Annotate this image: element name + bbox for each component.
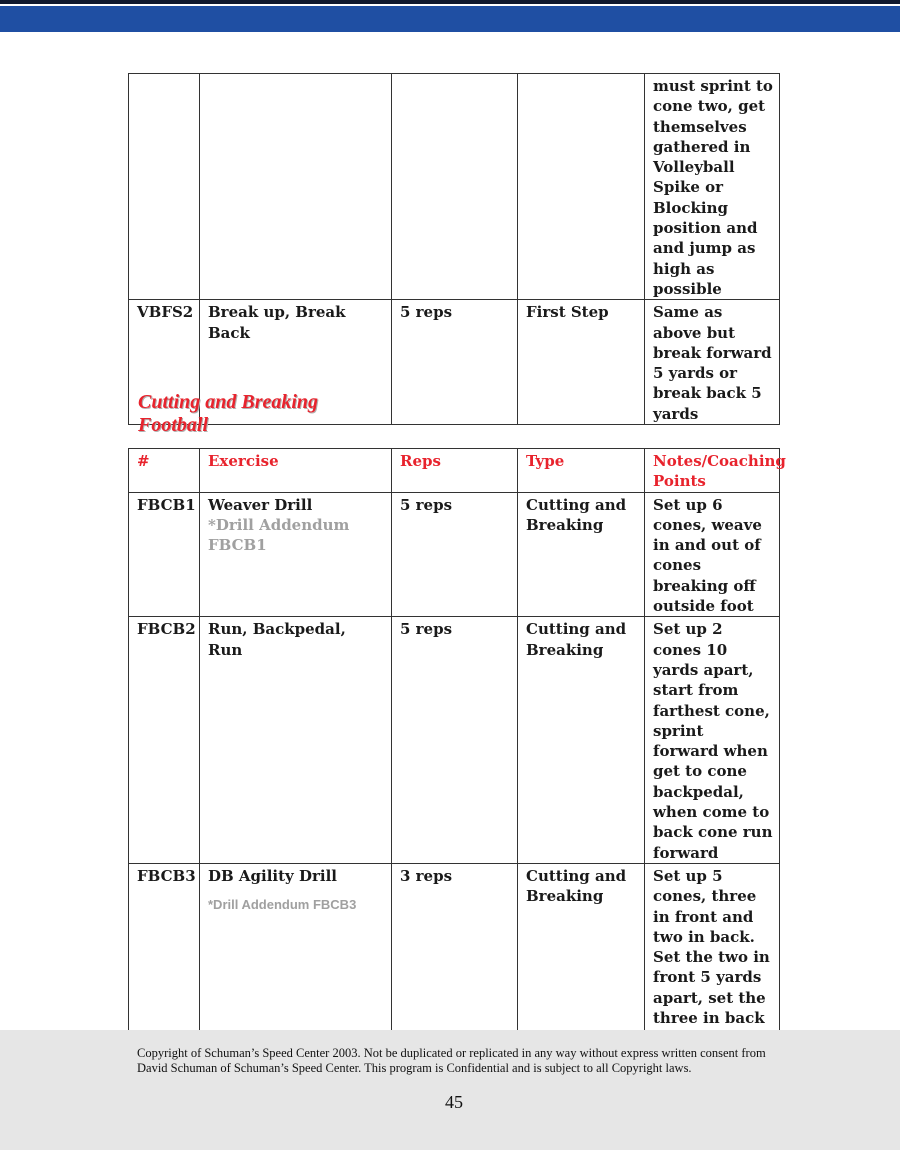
drill-table-football bbox=[128, 448, 786, 1050]
cell-notes: Set up 6 cones, weave in and out of cones breaking off outside foot bbox=[645, 492, 780, 617]
cell-exercise bbox=[200, 74, 392, 300]
exercise-name: DB Agility Drill bbox=[208, 866, 338, 885]
drill-table-volleyball bbox=[128, 73, 780, 425]
cell-type: Cutting and Breaking bbox=[518, 492, 645, 617]
cell-reps: 5 reps bbox=[392, 617, 518, 864]
cell-type bbox=[518, 74, 645, 300]
cell-type: Cutting and Breaking bbox=[518, 863, 645, 1049]
cell-notes: Set up 5 cones, three in front and two in back. Set the two in front 5 yards apart, set the three in back bbox=[645, 863, 780, 1049]
cell-id: VBFS2 bbox=[129, 300, 200, 425]
cell-exercise bbox=[200, 863, 392, 1049]
header-type: Type bbox=[518, 449, 645, 493]
header-id: # bbox=[129, 449, 200, 493]
cell-id: FBCB2 bbox=[129, 617, 200, 864]
cell-id: FBCB1 bbox=[129, 492, 200, 617]
exercise-name: Weaver Drill bbox=[208, 495, 313, 514]
page-footer bbox=[0, 1030, 900, 1150]
cell-reps bbox=[392, 74, 518, 300]
table-row bbox=[129, 74, 780, 300]
cell-exercise bbox=[200, 492, 392, 617]
copyright-notice: Copyright of Schuman’s Speed Center 2003. Not be duplicated or replicated in any way without express written consent from David Schuman of Schuman’s Speed Center. This program is Confidential and is subject to all Copyright laws. bbox=[137, 1046, 766, 1075]
cell-reps: 5 reps bbox=[392, 300, 518, 425]
cell-reps: 5 reps bbox=[392, 492, 518, 617]
cell-type: Cutting and Breaking bbox=[518, 617, 645, 864]
cell-exercise: Run, Backpedal, Run bbox=[200, 617, 392, 864]
cell-reps: 3 reps bbox=[392, 863, 518, 1049]
header-reps: Reps bbox=[392, 449, 518, 493]
cell-id: FBCB3 bbox=[129, 863, 200, 1049]
header-exercise: Exercise bbox=[200, 449, 392, 493]
header-rule bbox=[0, 0, 900, 4]
table-row bbox=[129, 863, 780, 1049]
header-bar bbox=[0, 6, 900, 32]
section-title-line1: Cutting and Breaking bbox=[138, 391, 319, 413]
cell-exercise: Break up, Break Back bbox=[200, 300, 392, 425]
page-number: 45 bbox=[445, 1092, 463, 1112]
table-row bbox=[129, 492, 780, 617]
table-header-row bbox=[129, 449, 780, 493]
table-row bbox=[129, 617, 780, 864]
cell-notes: must sprint to cone two, get themselves gathered in Volleyball Spike or Blocking position and and jump as high as possible bbox=[645, 74, 780, 300]
cell-notes: Set up 2 cones 10 yards apart, start from farthest cone, sprint forward when get to cone backpedal, when come to back cone run forward bbox=[645, 617, 780, 864]
header-notes: Notes/Coaching Points bbox=[645, 449, 780, 493]
drill-addendum-link: *Drill Addendum FBCB1 bbox=[208, 515, 350, 555]
cell-notes: Same as above but break forward 5 yards or break back 5 yards bbox=[645, 300, 780, 425]
section-title bbox=[138, 391, 318, 437]
section-title-line2: Football bbox=[138, 414, 209, 436]
cell-type: First Step bbox=[518, 300, 645, 425]
cell-id bbox=[129, 74, 200, 300]
drill-addendum-link: *Drill Addendum FBCB3 bbox=[208, 897, 357, 913]
